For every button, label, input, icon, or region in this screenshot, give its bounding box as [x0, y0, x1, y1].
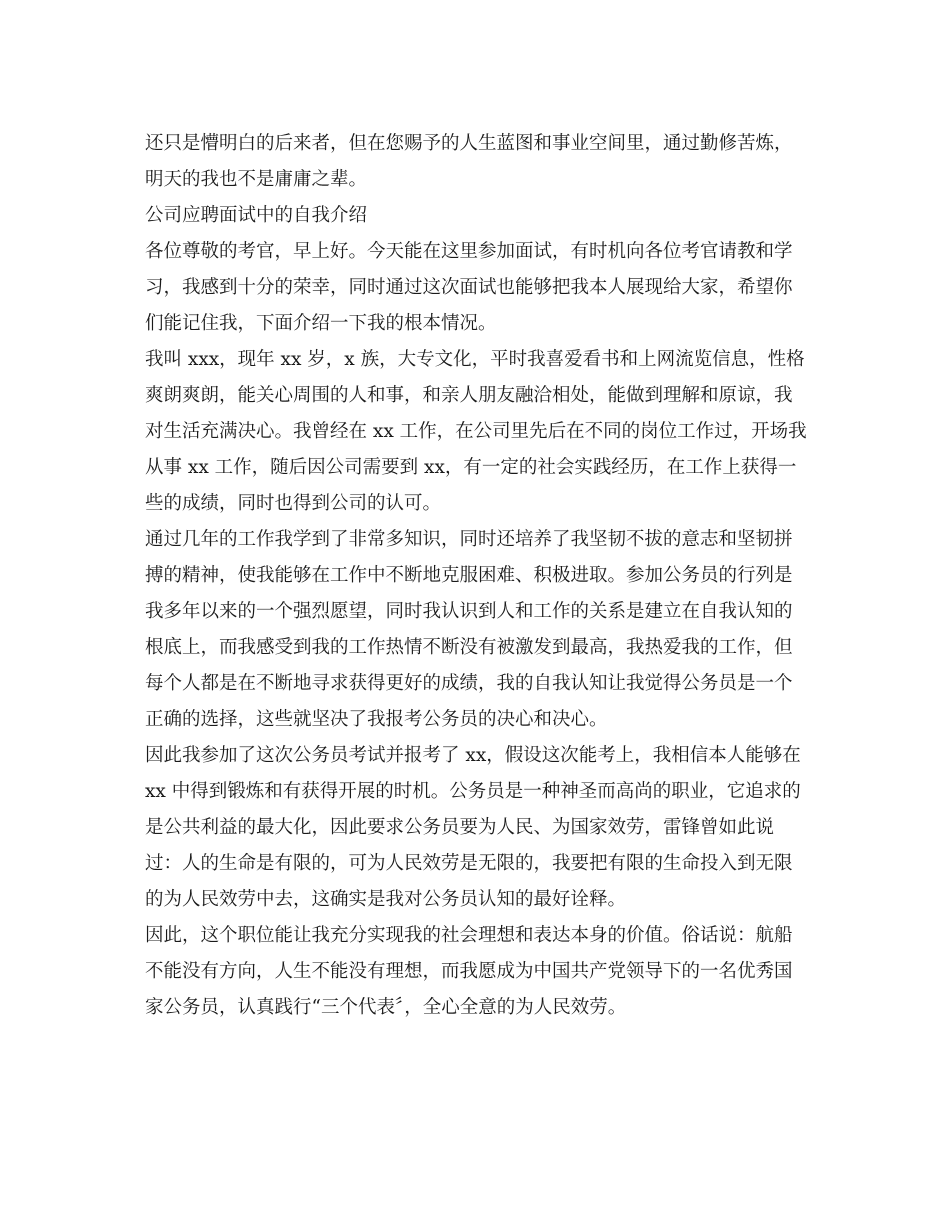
text-line: 过：人的生命是有限的，可为人民效劳是无限的，我要把有限的生命投入到无限: [145, 853, 793, 874]
text-line: 根底上，而我感受到我的工作热情不断没有被激发到最高，我热爱我的工作，但: [145, 637, 793, 658]
text-line: 们能记住我，下面介绍一下我的根本情况。: [145, 313, 497, 334]
text-line: 家公务员，认真践行“三个代表〞，全心全意的为人民效劳。: [145, 997, 627, 1018]
text-line: 搏的精神，使我能够在工作中不断地克服困难、积极进取。参加公务员的行列是: [145, 565, 793, 586]
text-line: 因此我参加了这次公务员考试并报考了 xx，假设这次能考上，我相信本人能够在: [145, 745, 801, 766]
text-line: 因此，这个职位能让我充分实现我的社会理想和表达本身的价值。俗话说：航船: [145, 925, 793, 946]
text-line: 还只是懵明白的后来者，但在您赐予的人生蓝图和事业空间里，通过勤修苦炼，: [145, 133, 793, 154]
text-line: 习，我感到十分的荣幸，同时通过这次面试也能够把我本人展现给大家，希望你: [145, 277, 793, 298]
text-line: 爽朗爽朗，能关心周围的人和事，和亲人朋友融洽相处，能做到理解和原谅，我: [145, 385, 793, 406]
section-heading: 公司应聘面试中的自我介绍: [145, 205, 368, 226]
text-line: 明天的我也不是庸庸之辈。: [145, 169, 368, 190]
text-line: 每个人都是在不断地寻求获得更好的成绩，我的自我认知让我觉得公务员是一个: [145, 673, 793, 694]
text-line: 正确的选择，这些就坚决了我报考公务员的决心和决心。: [145, 709, 608, 730]
document-body: [145, 126, 813, 1026]
text-line: 我叫 xxx，现年 xx 岁，x 族，大专文化，平时我喜爱看书和上网流览信息，性格: [145, 349, 805, 370]
text-line: 我多年以来的一个强烈愿望，同时我认识到人和工作的关系是建立在自我认知的: [145, 601, 793, 622]
text-line: xx 中得到锻炼和有获得开展的时机。公务员是一种神圣而高尚的职业，它追求的: [145, 781, 801, 802]
text-line: 从事 xx 工作，随后因公司需要到 xx，有一定的社会实践经历，在工作上获得一: [145, 457, 797, 478]
text-line: 通过几年的工作我学到了非常多知识，同时还培养了我坚韧不拔的意志和坚韧拼: [145, 529, 793, 550]
text-line: 不能没有方向，人生不能没有理想，而我愿成为中国共产党领导下的一名优秀国: [145, 961, 793, 982]
text-line: 些的成绩，同时也得到公司的认可。: [145, 493, 442, 514]
text-line: 对生活充满决心。我曾经在 xx 工作，在公司里先后在不同的岗位工作过，开场我: [145, 421, 807, 442]
text-line: 各位尊敬的考官，早上好。今天能在这里参加面试，有时机向各位考官请教和学: [145, 241, 793, 262]
text-line: 是公共利益的最大化，因此要求公务员要为人民、为国家效劳，雷锋曾如此说: [145, 817, 775, 838]
text-line: 的为人民效劳中去，这确实是我对公务员认知的最好诠释。: [145, 889, 627, 910]
